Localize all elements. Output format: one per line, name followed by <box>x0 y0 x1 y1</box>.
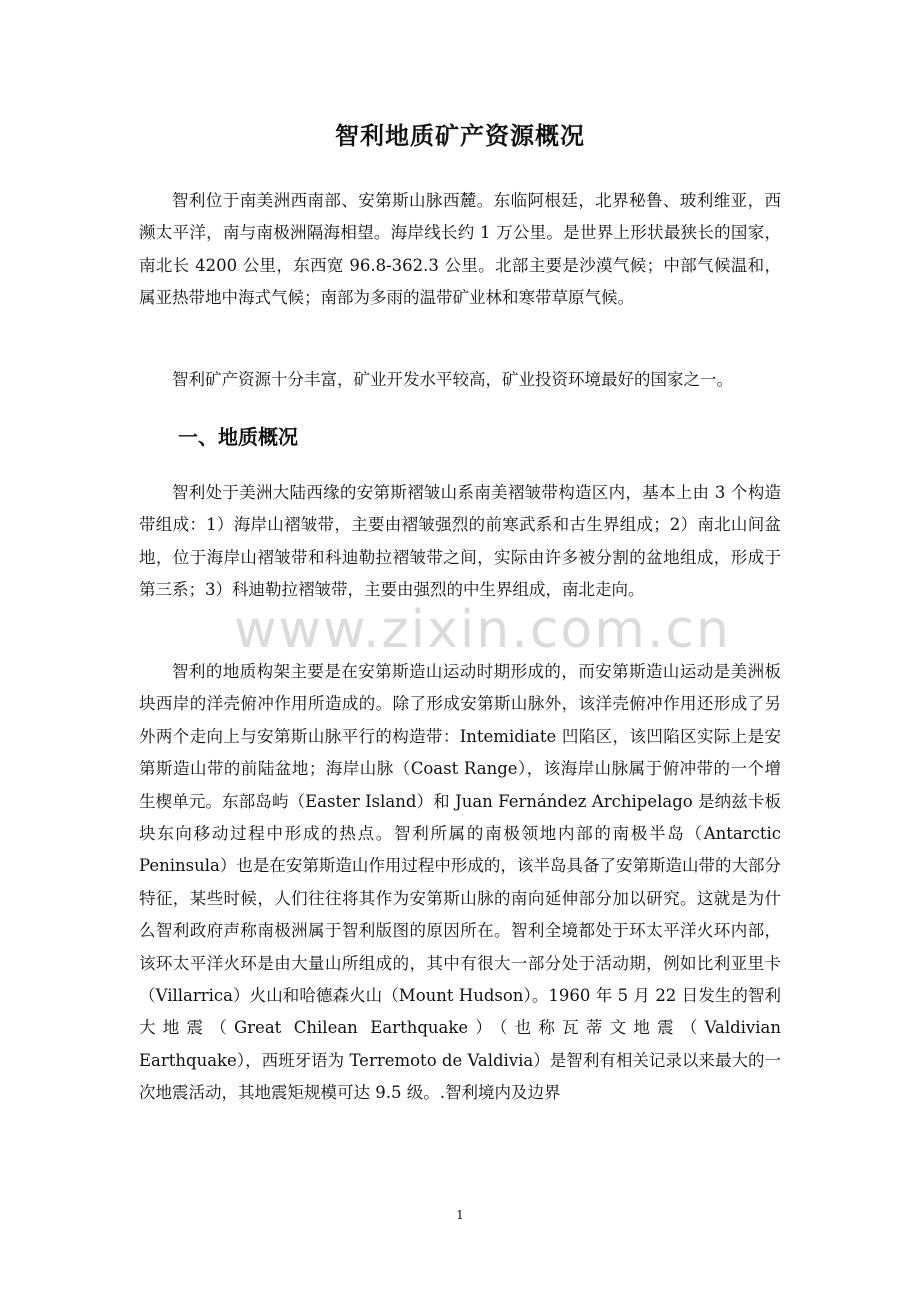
intro-paragraph: 智利位于南美洲西南部、安第斯山脉西麓。东临阿根廷，北界秘鲁、玻利维亚，西濒太平洋，南与南极洲隔海相望。海岸线长约 1 万公里。是世界上形状最狭长的国家，南北长 4200 公里，东西宽 96.8-362.3 公里。北部主要是沙漠气候；中部气候温和，属亚热带地中海式气候；南部为多雨的温带矿业林和寒带草原气候。 <box>139 191 781 308</box>
mineral-summary-paragraph: 智利矿产资源十分丰富，矿业开发水平较高，矿业投资环境最好的国家之一。 <box>172 370 733 389</box>
watermark: www.zixin.com.cn <box>234 600 731 660</box>
section-heading-geology: 一、地质概况 <box>178 425 298 449</box>
document-title: 智利地质矿产资源概况 <box>335 121 585 150</box>
geology-paragraph-1: 智利处于美洲大陆西缘的安第斯褶皱山系南美褶皱带构造区内，基本上由 3 个构造带组成：1）海岸山褶皱带，主要由褶皱强烈的前寒武系和古生界组成；2）南北山间盆地，位于海岸山褶皱带和科迪勒拉褶皱带之间，实际由许多被分割的盆地组成，形成于第三系；3）科迪勒拉褶皱带，主要由强烈的中生界组成，南北走向。 <box>139 483 781 600</box>
geology-paragraph-2: 智利的地质构架主要是在安第斯造山运动时期形成的，而安第斯造山运动是美洲板块西岸的洋壳俯冲作用所造成的。除了形成安第斯山脉外，该洋壳俯冲作用还形成了另外两个走向上与安第斯山脉平行的构造带：Intemidiate 凹陷区，该凹陷区实际上是安第斯造山带的前陆盆地；海岸山脉（Coast Range），该海岸山脉属于俯冲带的一个增生楔单元。东部岛屿（Easter Island）和 Juan Fernández Archipelago 是纳兹卡板块东向移动过程中形成的热点。智利所属的南极领地内部的南极半岛（Antarctic Peninsula）也是在安第斯造山作用过程中形成的，该半岛具备了安第斯造山带的大部分特征，某些时候，人们往往将其作为安第斯山脉的南向延伸部分加以研究。这就是为什么智利政府声称南极洲属于智利版图的原因所在。智利全境都处于环太平洋火环内部，该环太平洋火环是由大量山所组成的，其中有很大一部分处于活动期，例如比利亚里卡（Villarrica）火山和哈德森火山（Mount Hudson）。1960 年 5 月 22 日发生的智利大地震（Great Chilean Earthquake）（也称瓦蒂文地震（Valdivian Earthquake），西班牙语为 Terremoto de Valdivia）是智利有相关记录以来最大的一次地震活动，其地震矩规模可达 9.5 级。.智利境内及边界 <box>139 662 781 1103</box>
page-number: 1 <box>456 1208 464 1222</box>
